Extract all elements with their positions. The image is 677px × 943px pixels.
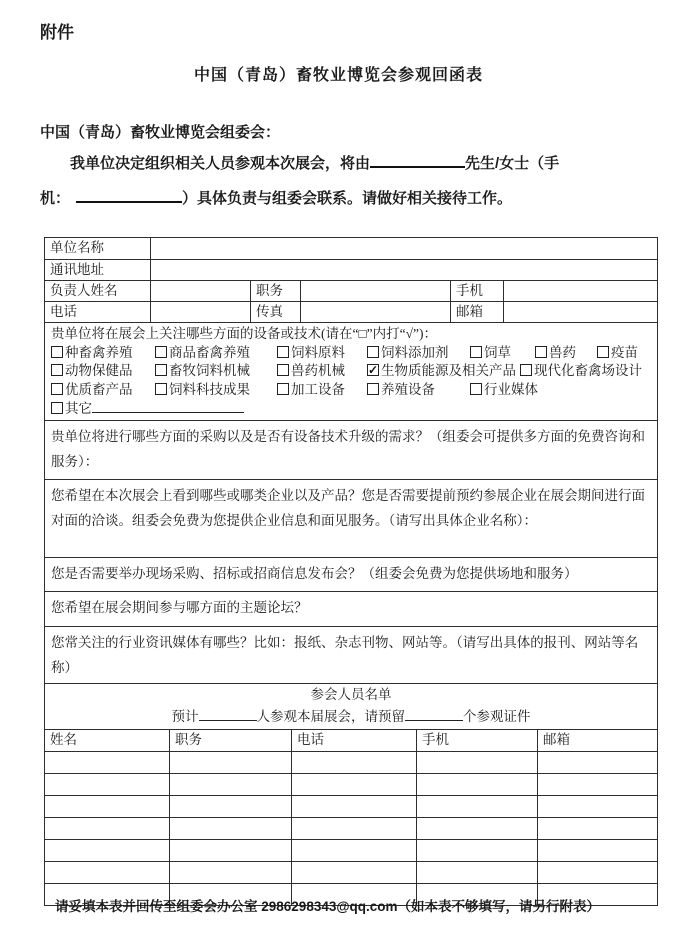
- attendee-phone-cell[interactable]: [291, 796, 416, 817]
- checkbox-option[interactable]: [470, 381, 538, 400]
- attendee-row: [45, 839, 657, 861]
- intro-line1-suffix: 先生/女士（手: [465, 155, 560, 172]
- attendee-mobile-cell[interactable]: [416, 862, 537, 883]
- attendee-list-header: [45, 684, 657, 729]
- checkbox-option[interactable]: [155, 362, 277, 381]
- page-title: 中国（青岛）畜牧业博览会参观回函表: [193, 67, 483, 84]
- question-row: [45, 591, 657, 626]
- column-header-name: 姓名: [50, 732, 77, 747]
- checkbox-option[interactable]: [277, 362, 367, 381]
- company-name-label: 单位名称: [50, 240, 104, 255]
- attendee-estimate-line: [45, 706, 657, 728]
- checkbox-icon[interactable]: [367, 364, 379, 376]
- column-header-email: 邮箱: [537, 730, 657, 751]
- attendee-mobile-cell[interactable]: [416, 818, 537, 839]
- attendee-position-cell[interactable]: [169, 818, 291, 839]
- question-text: 贵单位将进行哪些方面的采购以及是否有设备技术升级的需求？（组委会可提供多方面的免费咨询和服务）：: [51, 429, 645, 469]
- checkbox-label: 加工设备: [291, 381, 345, 397]
- attendee-name-cell[interactable]: [45, 774, 169, 795]
- mobile-number-blank[interactable]: [76, 201, 182, 203]
- checkbox-label: 现代化畜禽场设计: [534, 363, 642, 379]
- checkbox-icon[interactable]: [51, 402, 63, 414]
- person-name-field[interactable]: [150, 281, 250, 301]
- email-address: 2986298343@qq.com: [261, 899, 398, 914]
- column-header-mobile: 手机: [416, 730, 537, 751]
- checkbox-icon[interactable]: [51, 346, 63, 358]
- attachment-label: 附件: [40, 23, 74, 42]
- checkbox-label: 畜牧饲料机械: [169, 363, 250, 379]
- reply-form-table: [44, 237, 658, 906]
- attendee-email-cell[interactable]: [537, 818, 657, 839]
- attendee-list-title: 参会人员名单: [310, 687, 392, 702]
- checkbox-option[interactable]: [51, 381, 155, 400]
- checkbox-option[interactable]: [51, 344, 155, 363]
- checkbox-icon[interactable]: [367, 346, 379, 358]
- column-header-position: 职务: [169, 730, 291, 751]
- attendee-mobile-cell[interactable]: [416, 796, 537, 817]
- fax-field[interactable]: [300, 302, 450, 322]
- attendee-row: [45, 861, 657, 883]
- attendee-row: [45, 751, 657, 773]
- phone-field[interactable]: [150, 302, 250, 322]
- question-row: [45, 557, 657, 591]
- attendee-row: [45, 817, 657, 839]
- other-interest-blank[interactable]: [92, 399, 244, 413]
- checkbox-option[interactable]: [51, 362, 155, 381]
- fax-label: 传真: [250, 302, 300, 322]
- checkbox-option[interactable]: [535, 344, 597, 363]
- address-label: 通讯地址: [50, 262, 104, 277]
- attendee-phone-cell[interactable]: [291, 818, 416, 839]
- checkbox-option[interactable]: [520, 362, 642, 381]
- checkbox-option[interactable]: [155, 381, 277, 400]
- footer-note: [55, 897, 600, 917]
- question-text: 您常关注的行业资讯媒体有哪些？比如：报纸、杂志刊物、网站等。（请写出具体的报刊、网站等名称）: [51, 635, 639, 675]
- checkbox-icon[interactable]: [535, 346, 547, 358]
- company-name-row: [45, 238, 657, 259]
- checkbox-icon[interactable]: [367, 383, 379, 395]
- attendee-name-cell[interactable]: [45, 818, 169, 839]
- checkbox-label: 行业媒体: [484, 381, 538, 397]
- attendee-phone-cell[interactable]: [291, 862, 416, 883]
- interests-section: [45, 323, 657, 420]
- checkbox-label: 商品畜禽养殖: [169, 344, 250, 360]
- intro-line1-text: 我单位决定组织相关人员参观本次展会，将由: [70, 155, 371, 172]
- person-name-label: 负责人姓名: [50, 283, 118, 298]
- position-label: 职务: [250, 281, 300, 301]
- checkbox-icon[interactable]: [155, 346, 167, 358]
- checkbox-option[interactable]: [277, 344, 367, 363]
- attendee-row: [45, 795, 657, 817]
- interests-options-row-3: [51, 381, 651, 400]
- question-row: [45, 479, 657, 557]
- attendee-mobile-cell[interactable]: [416, 752, 537, 773]
- question-text: 您希望在展会期间参与哪方面的主题论坛？: [51, 600, 308, 615]
- checkbox-option[interactable]: [597, 344, 638, 363]
- column-header-phone: 电话: [291, 730, 416, 751]
- attendee-email-cell[interactable]: [537, 862, 657, 883]
- attendee-mobile-cell[interactable]: [416, 774, 537, 795]
- intro-paragraph: [40, 146, 639, 216]
- checkbox-label: 兽药机械: [291, 363, 345, 379]
- attendee-email-cell[interactable]: [537, 752, 657, 773]
- checkbox-label: 生物质能源及相关产品: [381, 363, 516, 379]
- checkbox-option[interactable]: [367, 344, 470, 363]
- address-field[interactable]: [150, 260, 657, 280]
- contact-person-row: [45, 280, 657, 301]
- checkbox-option[interactable]: [155, 344, 277, 363]
- badge-count-blank[interactable]: [405, 720, 463, 721]
- estimate-suffix: 个参观证件: [463, 709, 531, 724]
- checkbox-option[interactable]: [367, 362, 520, 381]
- question-text: 您希望在本次展会上看到哪些或哪类企业以及产品？您是否需要提前预约参展企业在展会期间进行面对面的洽谈。组委会免费为您提供企业信息和面见服务。（请写出具体企业名称）：: [51, 488, 645, 528]
- footer-post-text: （如本表不够填写，请另行附表）: [397, 899, 601, 914]
- intro-line-2: [40, 181, 639, 216]
- checkbox-icon[interactable]: [277, 346, 289, 358]
- checkbox-label: 兽药: [549, 344, 576, 360]
- attendee-email-cell[interactable]: [537, 796, 657, 817]
- interests-row: [45, 322, 657, 420]
- footer-pre-text: 请妥填本表并回传至组委会办公室: [55, 899, 262, 914]
- company-name-field[interactable]: [150, 238, 657, 259]
- checkbox-icon[interactable]: [155, 364, 167, 376]
- checkbox-label: 饲料原料: [291, 344, 345, 360]
- salutation: 中国（青岛）畜牧业博览会组委会：: [40, 124, 281, 141]
- attendee-mobile-cell[interactable]: [416, 840, 537, 861]
- address-row: [45, 259, 657, 280]
- checkbox-icon[interactable]: [277, 364, 289, 376]
- checkbox-icon[interactable]: [597, 346, 609, 358]
- forum-question-cell[interactable]: [45, 592, 657, 626]
- checkbox-option-other[interactable]: [51, 400, 92, 419]
- attendee-columns-row: [45, 729, 657, 751]
- attendee-email-cell[interactable]: [537, 840, 657, 861]
- media-question-cell[interactable]: [45, 627, 657, 683]
- checkbox-label: 优质畜产品: [65, 381, 133, 397]
- email-label: 邮箱: [450, 302, 503, 322]
- attendee-name-cell[interactable]: [45, 752, 169, 773]
- attendee-name-cell[interactable]: [45, 862, 169, 883]
- intro-line2-suffix: ）具体负责与组委会联系。请做好相关接待工作。: [182, 190, 513, 207]
- checkbox-label: 其它: [65, 401, 92, 417]
- estimate-prefix: 预计: [171, 709, 199, 724]
- interests-options-row-2: [51, 362, 651, 381]
- phone-label: 电话: [50, 304, 77, 319]
- attendee-position-cell[interactable]: [169, 752, 291, 773]
- checkbox-icon[interactable]: [277, 383, 289, 395]
- question-row: [45, 420, 657, 479]
- attendee-position-cell[interactable]: [169, 840, 291, 861]
- checkbox-icon[interactable]: [51, 364, 63, 376]
- checkbox-label: 种畜禽养殖: [65, 344, 133, 360]
- checkbox-icon[interactable]: [470, 346, 482, 358]
- intro-line-1: [40, 146, 639, 181]
- checkbox-option[interactable]: [470, 344, 535, 363]
- interests-prompt: 贵单位将在展会上关注哪些方面的设备或技术(请在“□”内打“√”)：: [51, 326, 438, 341]
- release-event-question-cell[interactable]: [45, 558, 657, 591]
- attendee-phone-cell[interactable]: [291, 774, 416, 795]
- responsible-name-blank[interactable]: [370, 166, 465, 168]
- attendee-phone-cell[interactable]: [291, 840, 416, 861]
- checkbox-icon[interactable]: [51, 383, 63, 395]
- question-row: [45, 626, 657, 683]
- attendee-position-cell[interactable]: [169, 862, 291, 883]
- checkbox-label: 饲草: [484, 344, 511, 360]
- checkbox-icon[interactable]: [470, 383, 482, 395]
- intro-line2-text: 机：: [40, 190, 71, 207]
- checkbox-icon[interactable]: [155, 383, 167, 395]
- attendee-email-cell[interactable]: [537, 774, 657, 795]
- checkbox-label: 动物保健品: [65, 363, 133, 379]
- mobile-field[interactable]: [503, 281, 657, 301]
- checkbox-label: 饲料科技成果: [169, 381, 250, 397]
- checkbox-label: 疫苗: [611, 344, 638, 360]
- estimate-middle: 人参观本届展会，请预留: [256, 709, 405, 724]
- attendee-position-cell[interactable]: [169, 774, 291, 795]
- visitor-count-blank[interactable]: [199, 720, 257, 721]
- mobile-label: 手机: [450, 281, 503, 301]
- companies-question-cell[interactable]: [45, 480, 657, 557]
- question-text: 您是否需要举办现场采购、招标或招商信息发布会？（组委会免费为您提供场地和服务）: [51, 566, 578, 581]
- attendee-row: [45, 773, 657, 795]
- checkbox-label: 养殖设备: [381, 381, 435, 397]
- email-field[interactable]: [503, 302, 657, 322]
- checkbox-option[interactable]: [277, 381, 367, 400]
- checkbox-option[interactable]: [367, 381, 470, 400]
- attendee-name-cell[interactable]: [45, 840, 169, 861]
- interests-other-row: [51, 399, 651, 419]
- checkbox-icon[interactable]: [520, 364, 532, 376]
- attendee-name-cell[interactable]: [45, 796, 169, 817]
- attendee-phone-cell[interactable]: [291, 752, 416, 773]
- procurement-question-cell[interactable]: [45, 421, 657, 479]
- attendee-position-cell[interactable]: [169, 796, 291, 817]
- phone-row: [45, 301, 657, 322]
- interests-options-row-1: [51, 344, 651, 363]
- checkbox-label: 饲料添加剂: [381, 344, 449, 360]
- position-field[interactable]: [300, 281, 450, 301]
- attendee-list-header-row: [45, 683, 657, 729]
